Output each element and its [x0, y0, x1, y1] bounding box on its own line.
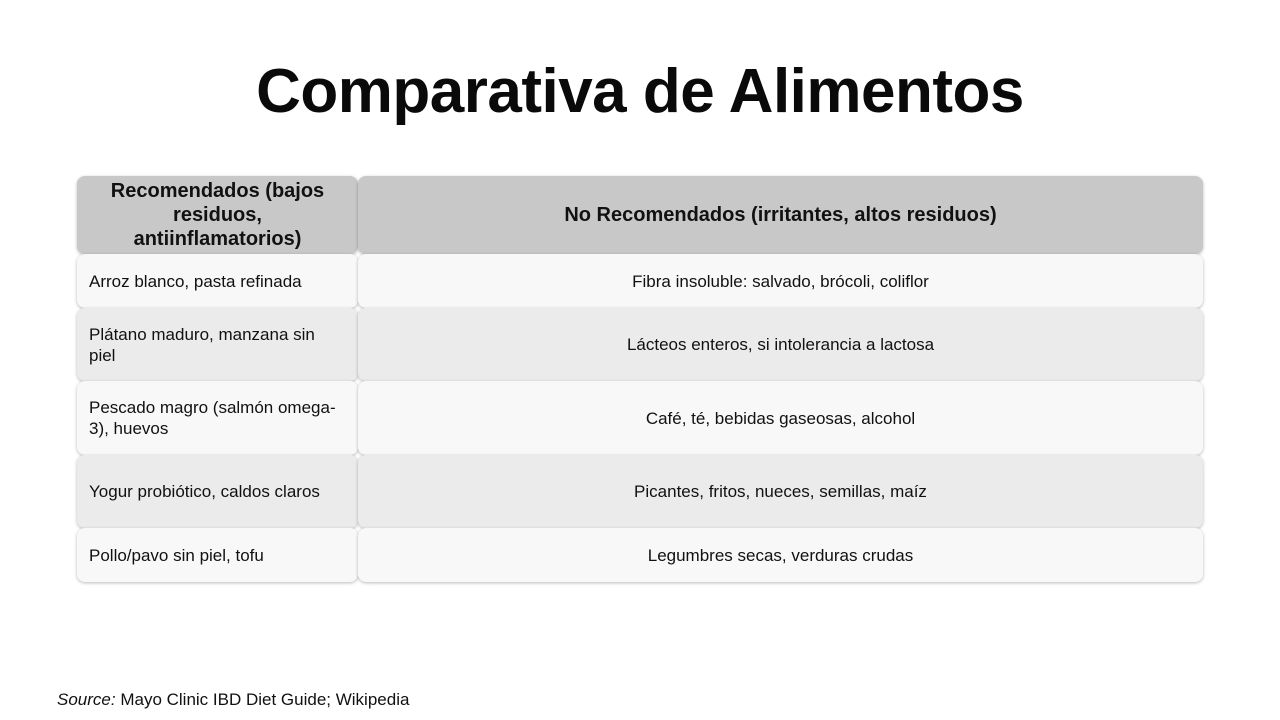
not-recommended-cell: Picantes, fritos, nueces, semillas, maíz — [358, 455, 1203, 528]
not-recommended-cell: Lácteos enteros, si intolerancia a lactosa — [358, 308, 1203, 381]
source-text: Mayo Clinic IBD Diet Guide; Wikipedia — [120, 690, 410, 709]
header-recommended: Recomendados (bajos residuos, antiinflamatorios) — [77, 176, 358, 254]
recommended-cell: Pescado magro (salmón omega-3), huevos — [77, 381, 358, 455]
source-label: Source: — [57, 690, 116, 709]
not-recommended-cell: Legumbres secas, verduras crudas — [358, 528, 1203, 582]
table-row — [77, 381, 1203, 455]
recommended-cell: Plátano maduro, manzana sin piel — [77, 308, 358, 381]
slide-title: Comparativa de Alimentos — [256, 57, 1024, 126]
recommended-cell: Yogur probiótico, caldos claros — [77, 455, 358, 528]
table-header-row — [77, 176, 1203, 254]
table-row — [77, 308, 1203, 381]
recommended-cell: Arroz blanco, pasta refinada — [77, 254, 358, 308]
not-recommended-cell: Fibra insoluble: salvado, brócoli, coliflor — [358, 254, 1203, 308]
header-not-recommended: No Recomendados (irritantes, altos residuos) — [358, 176, 1203, 254]
table-row — [77, 254, 1203, 308]
comparison-table — [77, 176, 1203, 582]
recommended-cell: Pollo/pavo sin piel, tofu — [77, 528, 358, 582]
not-recommended-cell: Café, té, bebidas gaseosas, alcohol — [358, 381, 1203, 455]
source-citation — [57, 690, 409, 710]
table-row — [77, 528, 1203, 582]
table-row — [77, 455, 1203, 528]
